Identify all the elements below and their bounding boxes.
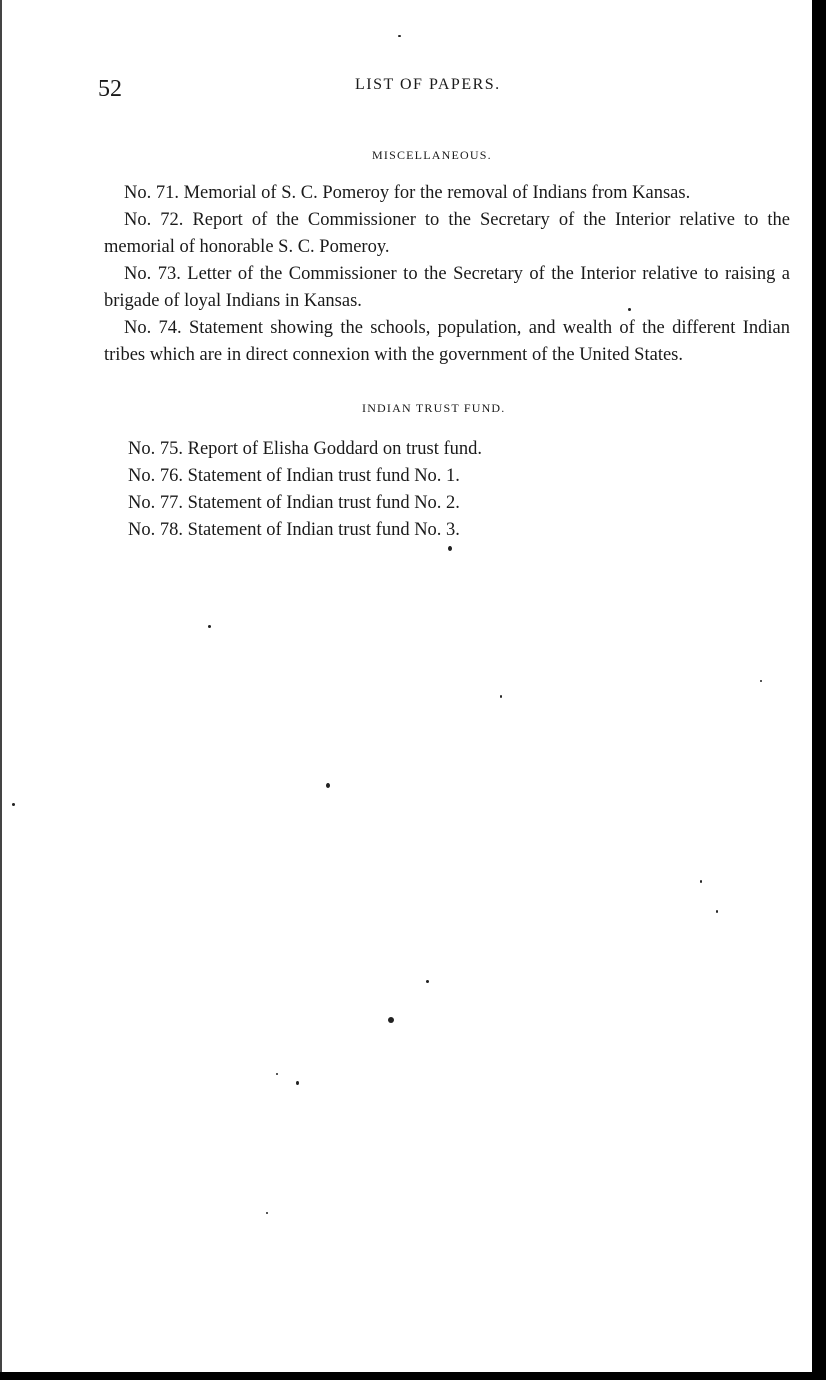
- scan-edge-right: [812, 0, 826, 1380]
- list-item: No. 71. Memorial of S. C. Pomeroy for the removal of Indians from Kansas.: [124, 183, 691, 203]
- section-heading-indian-trust-fund: INDIAN TRUST FUND.: [362, 401, 506, 415]
- list-item: No. 77. Statement of Indian trust fund No. 2.: [128, 493, 460, 513]
- scan-speck: [326, 783, 330, 788]
- scan-speck: [388, 1017, 394, 1023]
- list-item: No. 78. Statement of Indian trust fund No. 3.: [128, 520, 460, 540]
- list-item: No. 75. Report of Elisha Goddard on trust fund.: [128, 439, 483, 459]
- list-item: No. 76. Statement of Indian trust fund No. 1.: [128, 466, 460, 486]
- running-title: LIST OF PAPERS.: [355, 76, 501, 93]
- scan-speck: [276, 1073, 278, 1075]
- miscellaneous-list: [104, 180, 790, 369]
- scan-speck: [426, 980, 429, 983]
- page-number: 52: [98, 76, 122, 102]
- list-item: No. 72. Report of the Commissioner to the Secretary of the Interior relative to the memorial of honorable S. C. Pomeroy.: [104, 210, 790, 257]
- list-item: No. 73. Letter of the Commissioner to the Secretary of the Interior relative to raising a brigade of loyal Indians in Kansas.: [104, 264, 790, 311]
- section-heading-miscellaneous: MISCELLANEOUS.: [372, 148, 492, 162]
- scan-edge-left: [0, 0, 2, 1380]
- scan-speck: [296, 1081, 299, 1085]
- scan-speck: [266, 1212, 268, 1214]
- list-item: No. 74. Statement showing the schools, population, and wealth of the different Indian tribes which are in direct connexion with the government of the United States.: [104, 318, 790, 365]
- scan-edge-bottom: [0, 1372, 826, 1380]
- scan-speck: [12, 803, 15, 806]
- scan-speck: [448, 546, 452, 551]
- scan-speck: [628, 308, 631, 311]
- scan-speck: [208, 625, 211, 628]
- indian-trust-fund-list: [128, 436, 790, 544]
- scan-speck: [716, 910, 718, 913]
- scan-speck: [700, 880, 702, 883]
- scan-speck: [500, 695, 502, 698]
- scan-speck: [760, 680, 762, 682]
- scan-speck: [398, 35, 401, 37]
